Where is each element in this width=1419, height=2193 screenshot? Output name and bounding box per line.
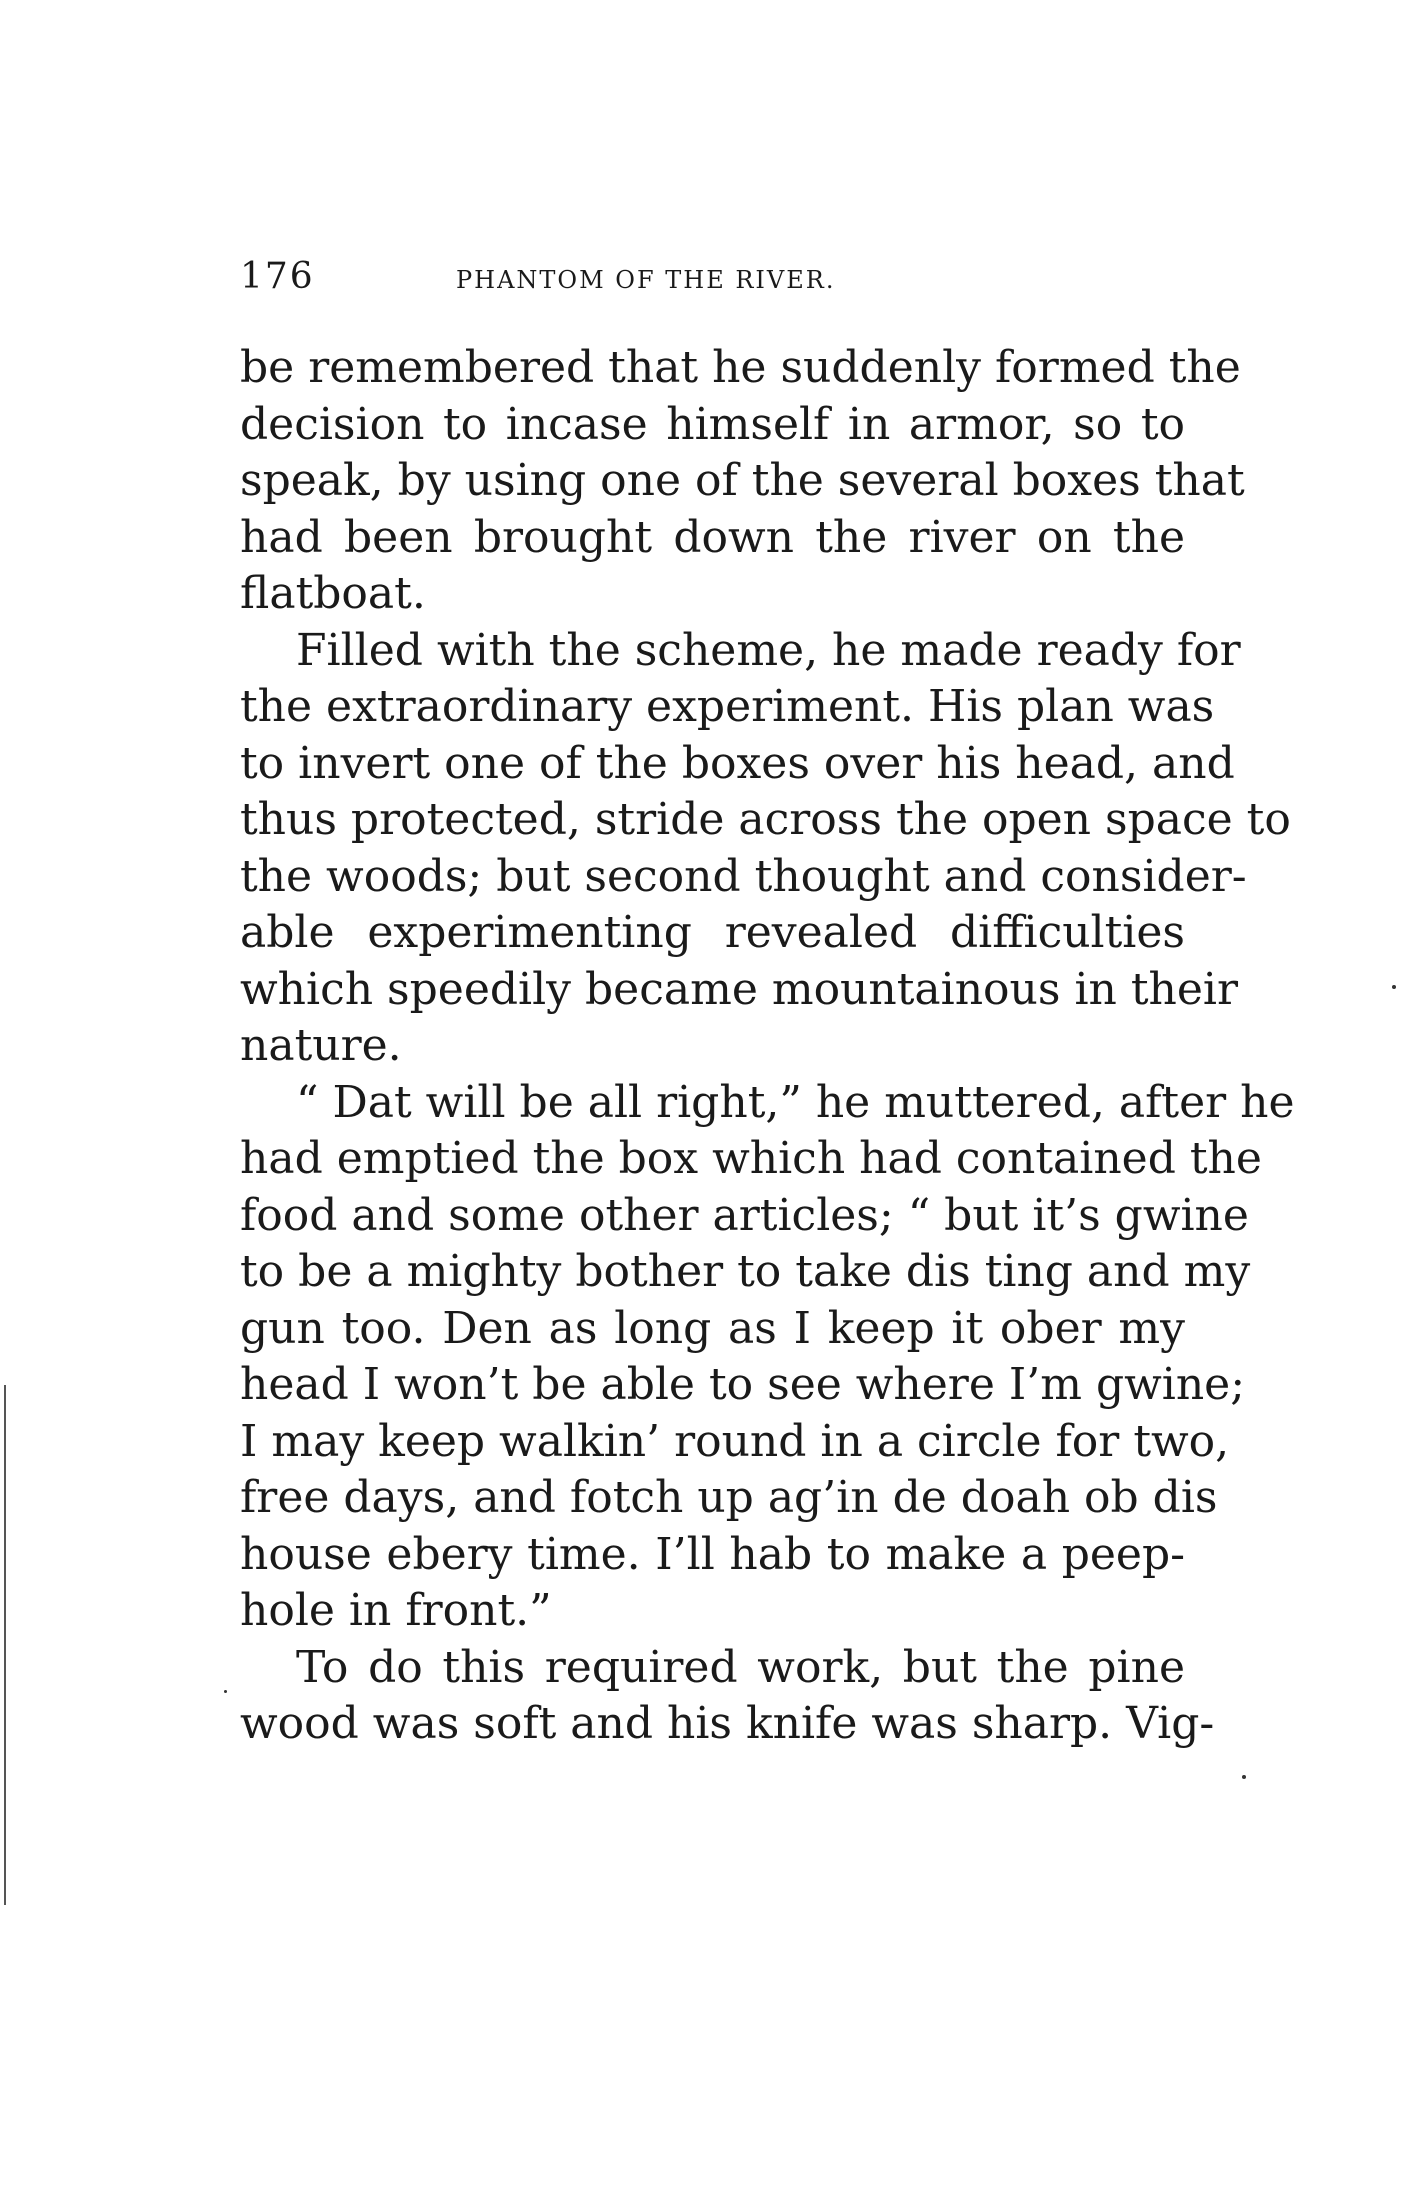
text-line: house ebery time. I’ll hab to make a peep- [240,1528,1185,1580]
text-line: flatboat. [240,568,426,619]
ink-speck [1242,1775,1246,1779]
text-line: able experimenting revealed difficulties [240,907,1185,958]
text-line: nature. [240,1020,402,1071]
page-number: 176 [240,256,315,297]
body-text [240,340,1295,1753]
running-title: PHANTOM OF THE RIVER. [456,266,836,294]
text-line: gun too. Den as long as I keep it ober my [240,1302,1185,1354]
text-line: speak, by using one of the several boxes that [240,455,1245,506]
text-line: To do this required work, but the pine [296,1641,1185,1693]
text-line: which speedily became mountainous in their [240,963,1239,1015]
text-line: Filled with the scheme, he made ready for [296,624,1241,676]
text-line: had been brought down the river on the [240,511,1185,563]
text-line: to invert one of the boxes over his head, and [240,737,1235,789]
text-line: thus protected, stride across the open space to [240,794,1291,845]
text-line: the woods; but second thought and consider- [240,850,1247,902]
text-line: the extraordinary experiment. His plan was [240,681,1215,732]
text-line: head I won’t be able to see where I’m gwine; [240,1359,1246,1410]
text-line: be remembered that he suddenly formed the [240,342,1241,393]
text-line: hole in front.” [240,1585,552,1636]
text-line: to be a mighty bother to take dis ting and my [240,1246,1251,1297]
page-header [240,256,1180,306]
text-line: food and some other articles; “ but it’s gwine [240,1189,1249,1241]
text-line: “ Dat will be all right,” he muttered, after he [296,1076,1295,1128]
text-line: I may keep walkin’ round in a circle for two, [240,1415,1230,1467]
ink-speck [1392,985,1396,989]
text-line: had emptied the box which had contained the [240,1133,1262,1184]
scan-edge-line [4,1385,6,1905]
text-line: wood was soft and his knife was sharp. Vig- [240,1698,1215,1749]
text-line: decision to incase himself in armor, so to [240,398,1185,450]
ink-speck [224,1690,227,1693]
text-line: free days, and fotch up ag’in de doah ob dis [240,1472,1218,1523]
